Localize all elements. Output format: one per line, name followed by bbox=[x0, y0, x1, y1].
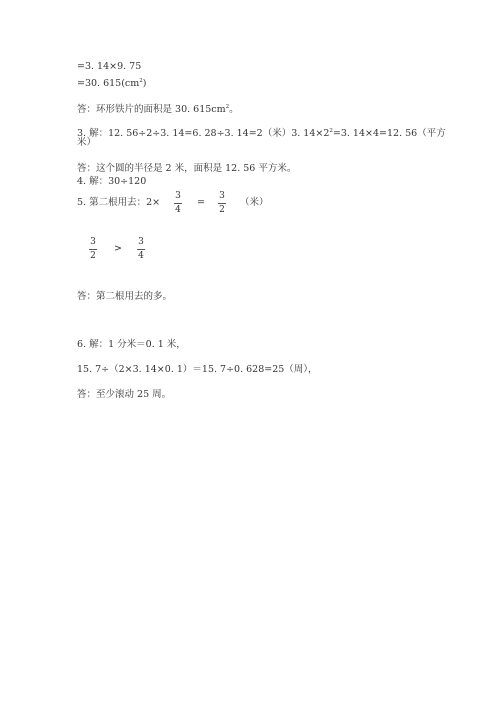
answer-area bbox=[77, 101, 239, 116]
fraction-numerator: 3 bbox=[90, 237, 96, 247]
fraction-denominator: 4 bbox=[138, 251, 144, 261]
fraction-3-2-compare bbox=[89, 237, 97, 262]
answer-area-end: 。 bbox=[229, 104, 239, 116]
fraction-denominator: 4 bbox=[175, 205, 181, 215]
answer-second-rope: 答：第二根用去的多。 bbox=[77, 291, 173, 302]
problem-3-solution bbox=[77, 125, 446, 140]
problem-5-prefix: 5. 第二根用去：2× bbox=[77, 197, 161, 208]
fraction-denominator: 2 bbox=[219, 205, 225, 215]
superscript: 2 bbox=[139, 78, 143, 84]
fraction-3-4 bbox=[174, 191, 182, 216]
answer-rolls: 答：至少滚动 25 周。 bbox=[77, 389, 172, 400]
calc-line-2-close: ) bbox=[142, 78, 147, 90]
calc-line-2-text: =30. 615(cm bbox=[77, 78, 140, 90]
problem-6-calc: 15. 7÷（2×3. 14×0. 1）＝15. 7÷0. 628=25（周）， bbox=[77, 364, 318, 375]
fraction-numerator: 3 bbox=[219, 191, 225, 201]
fraction-denominator: 2 bbox=[90, 251, 96, 261]
fraction-bar bbox=[174, 203, 182, 204]
problem-4-solution: 4. 解：30÷120 bbox=[77, 176, 147, 187]
problem-3-text: 3. 解：12. 56÷2÷3. 14=6. 28÷3. 14=2（米）3. 14×2 bbox=[77, 128, 330, 140]
problem-6-solution: 6. 解：1 分米＝0. 1 米， bbox=[77, 339, 186, 350]
answer-area-text: 答：环形铁片的面积是 30. 615cm bbox=[77, 104, 226, 116]
calc-line-1: =3. 14×9. 75 bbox=[77, 61, 142, 72]
fraction-bar bbox=[137, 249, 145, 250]
fraction-numerator: 3 bbox=[138, 237, 144, 247]
fraction-bar bbox=[89, 249, 97, 250]
fraction-numerator: 3 bbox=[175, 191, 181, 201]
fraction-3-4-compare bbox=[137, 237, 145, 262]
superscript: 2 bbox=[225, 104, 230, 110]
unit-meters: （米） bbox=[240, 197, 269, 208]
fraction-3-2 bbox=[218, 191, 226, 216]
fraction-bar bbox=[218, 203, 226, 204]
answer-radius: 答：这个圆的半径是 2 米，面积是 12. 56 平方米。 bbox=[77, 163, 297, 174]
superscript: 2 bbox=[329, 128, 333, 134]
calc-line-2 bbox=[77, 75, 146, 90]
equals-sign: = bbox=[197, 197, 205, 208]
problem-3-unit: 米） bbox=[77, 137, 97, 148]
greater-than-sign: > bbox=[114, 243, 122, 254]
problem-3-text-cont: =3. 14×4=12. 56（平方 bbox=[332, 128, 446, 140]
